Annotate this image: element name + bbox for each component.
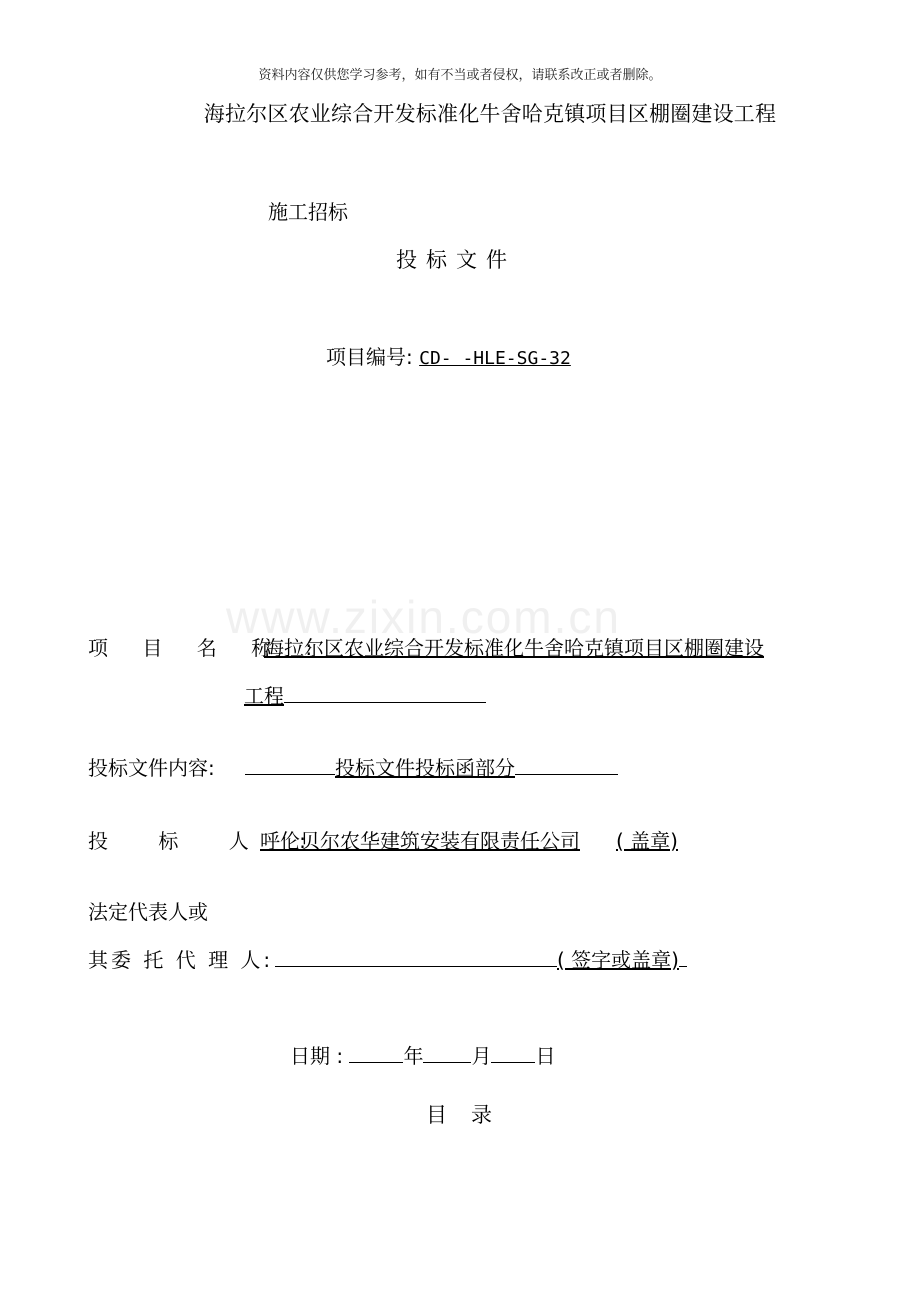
day-fill-line <box>491 1042 535 1063</box>
bidder-value: 呼伦贝尔农华建筑安装有限责任公司 <box>260 829 580 853</box>
project-name-fill-line <box>284 682 486 703</box>
date-row <box>290 1040 555 1069</box>
project-number-value: CD- -HLE-SG-32 <box>419 348 571 369</box>
representative-sign-note: ( 签字或盖章) <box>557 948 679 972</box>
content-value-row <box>245 752 618 781</box>
project-name-value-line2: 工程 <box>244 684 284 708</box>
bidder-label: 投 标 人 : <box>88 829 328 853</box>
content-value: 投标文件投标函部分 <box>335 756 515 780</box>
watermark: www.zixin.com.cn <box>226 591 621 643</box>
toc-title: 目录 <box>426 1103 516 1127</box>
representative-fill-line <box>275 946 557 967</box>
document-type: 投标文件 <box>396 248 516 272</box>
content-fill-right <box>515 754 618 775</box>
representative-fill-tail <box>679 946 687 967</box>
year-fill-line <box>349 1042 403 1063</box>
month-label: 月 <box>471 1044 492 1068</box>
project-number-row <box>326 341 581 370</box>
project-name-value-line1: 海拉尔区农业综合开发标准化牛舍哈克镇项目区棚圈建设 <box>264 636 764 660</box>
representative-label-line2: 其委 托 代 理 人: <box>88 948 274 972</box>
project-name-label: 项 目 名 称 : <box>88 636 327 660</box>
bidder-value-row <box>260 825 688 854</box>
document-subtitle: 施工招标 <box>268 200 348 224</box>
representative-label-line1: 法定代表人或 <box>88 900 208 924</box>
document-title: 海拉尔区农业综合开发标准化牛舍哈克镇项目区棚圈建设工程 <box>203 102 777 126</box>
day-label: 日 <box>535 1044 556 1068</box>
month-fill-line <box>423 1042 471 1063</box>
date-label: 日期 : <box>290 1044 344 1068</box>
content-label: 投标文件内容: <box>88 756 215 780</box>
content-fill-left <box>245 754 335 775</box>
project-name-value-line2-row <box>244 680 486 709</box>
year-label: 年 <box>403 1044 424 1068</box>
representative-value-row <box>275 944 687 973</box>
bidder-stamp-note: ( 盖章) <box>616 829 678 853</box>
disclaimer-text: 资料内容仅供您学习参考，如有不当或者侵权，请联系改正或者删除。 <box>258 68 662 83</box>
project-number-label: 项目编号: <box>326 345 413 369</box>
